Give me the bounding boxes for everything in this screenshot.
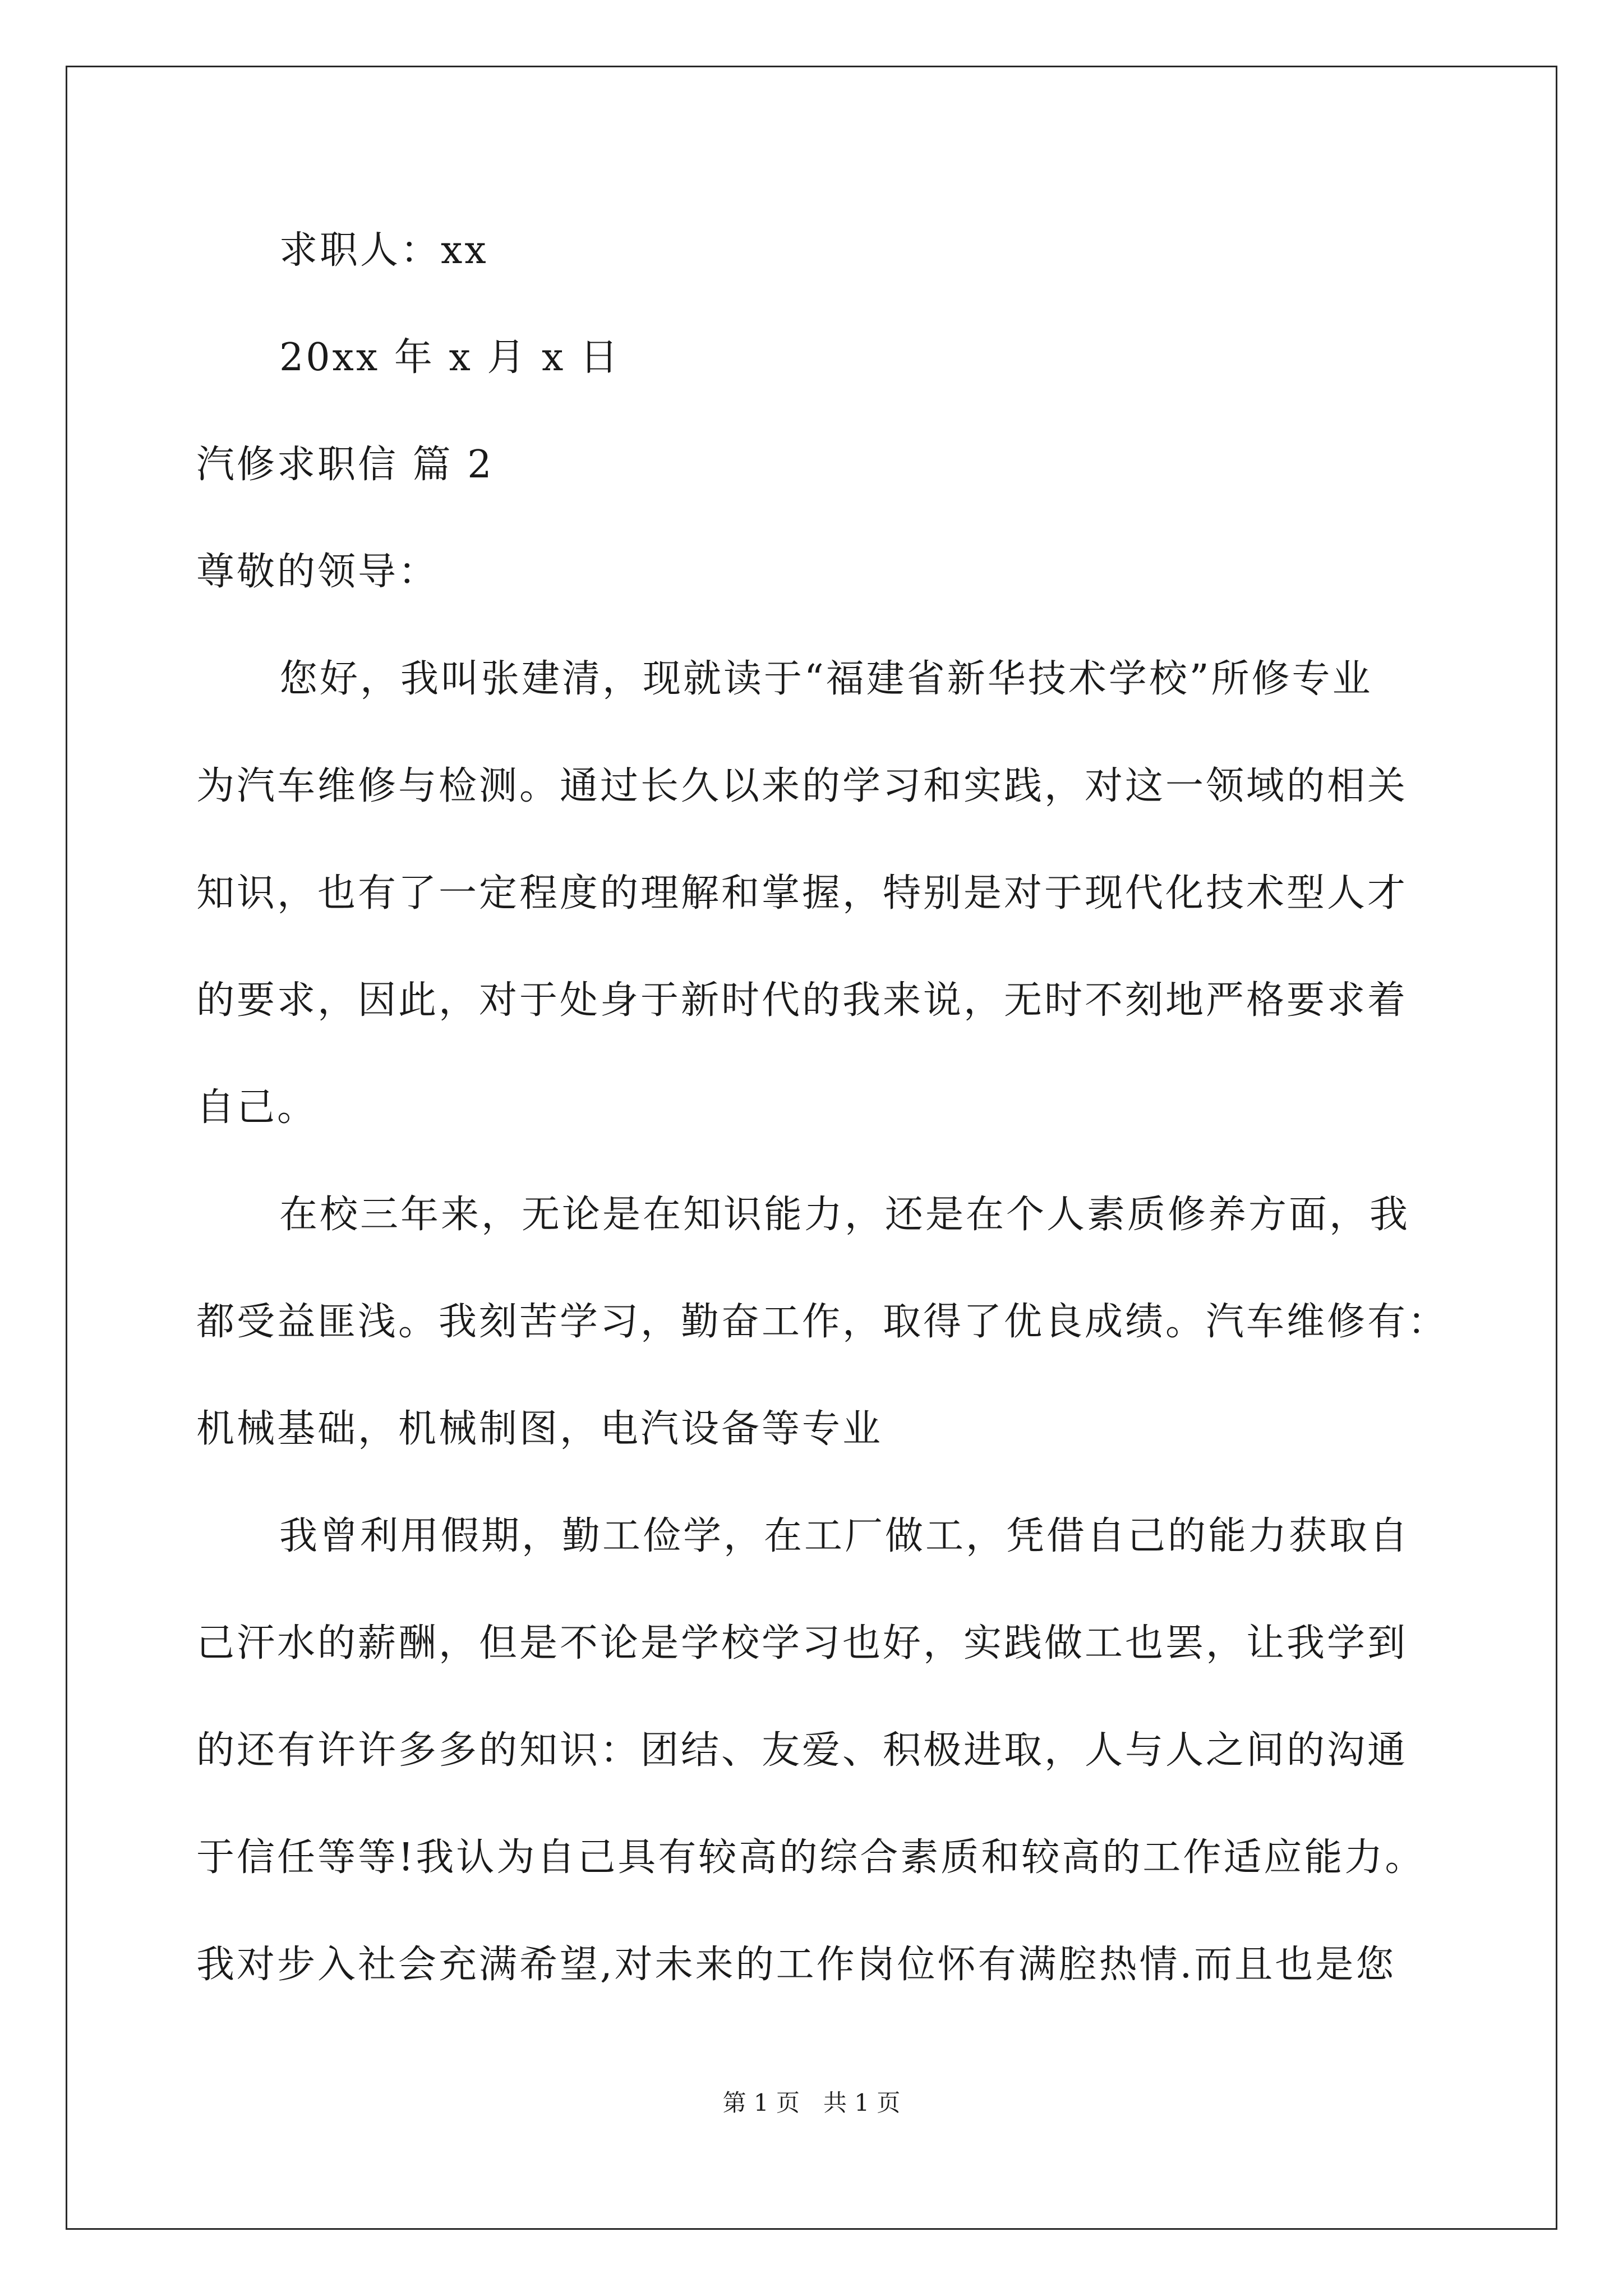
section-title: 汽修求职信 篇 2 [196, 443, 494, 487]
paragraph-line: 在校三年来，无论是在知识能力，还是在个人素质修养方面，我 [279, 1193, 1410, 1237]
salutation: 尊敬的领导： [196, 550, 439, 594]
paragraph-line: 为汽车维修与检测。通过长久以来的学习和实践，对这一领域的相关 [196, 764, 1408, 808]
paragraph-line: 己汗水的薪酬，但是不论是学校学习也好，实践做工也罢，让我学到 [196, 1621, 1408, 1665]
paragraph-line: 我对步入社会充满希望,对未来的工作岗位怀有满腔热情.而且也是您 [196, 1943, 1396, 1987]
paragraph-line: 于信任等等!我认为自己具有较高的综合素质和较高的工作适应能力。 [196, 1835, 1426, 1880]
paragraph-line: 您好，我叫张建清，现就读于“福建省新华技术学校”所修专业 [279, 657, 1373, 701]
page-footer: 第 1 页 共 1 页 [722, 2089, 901, 2116]
date-line: 20xx 年 x 月 x 日 [279, 335, 621, 380]
paragraph-line: 知识，也有了一定程度的理解和掌握，特别是对于现代化技术型人才 [196, 871, 1408, 915]
paragraph-line: 自己。 [196, 1085, 318, 1130]
paragraph-line: 我曾利用假期，勤工俭学，在工厂做工，凭借自己的能力获取自 [279, 1514, 1410, 1558]
paragraph-line: 的还有许许多多的知识：团结、友爱、积极进取，人与人之间的沟通 [196, 1728, 1408, 1773]
page-border [66, 66, 1557, 2230]
paragraph-line: 机械基础，机械制图，电汽设备等专业 [196, 1407, 883, 1451]
applicant-line: 求职人：xx [279, 228, 488, 273]
paragraph-line: 的要求，因此，对于处身于新时代的我来说，无时不刻地严格要求着 [196, 978, 1408, 1023]
paragraph-line: 都受益匪浅。我刻苦学习，勤奋工作，取得了优良成绩。汽车维修有： [196, 1300, 1449, 1344]
